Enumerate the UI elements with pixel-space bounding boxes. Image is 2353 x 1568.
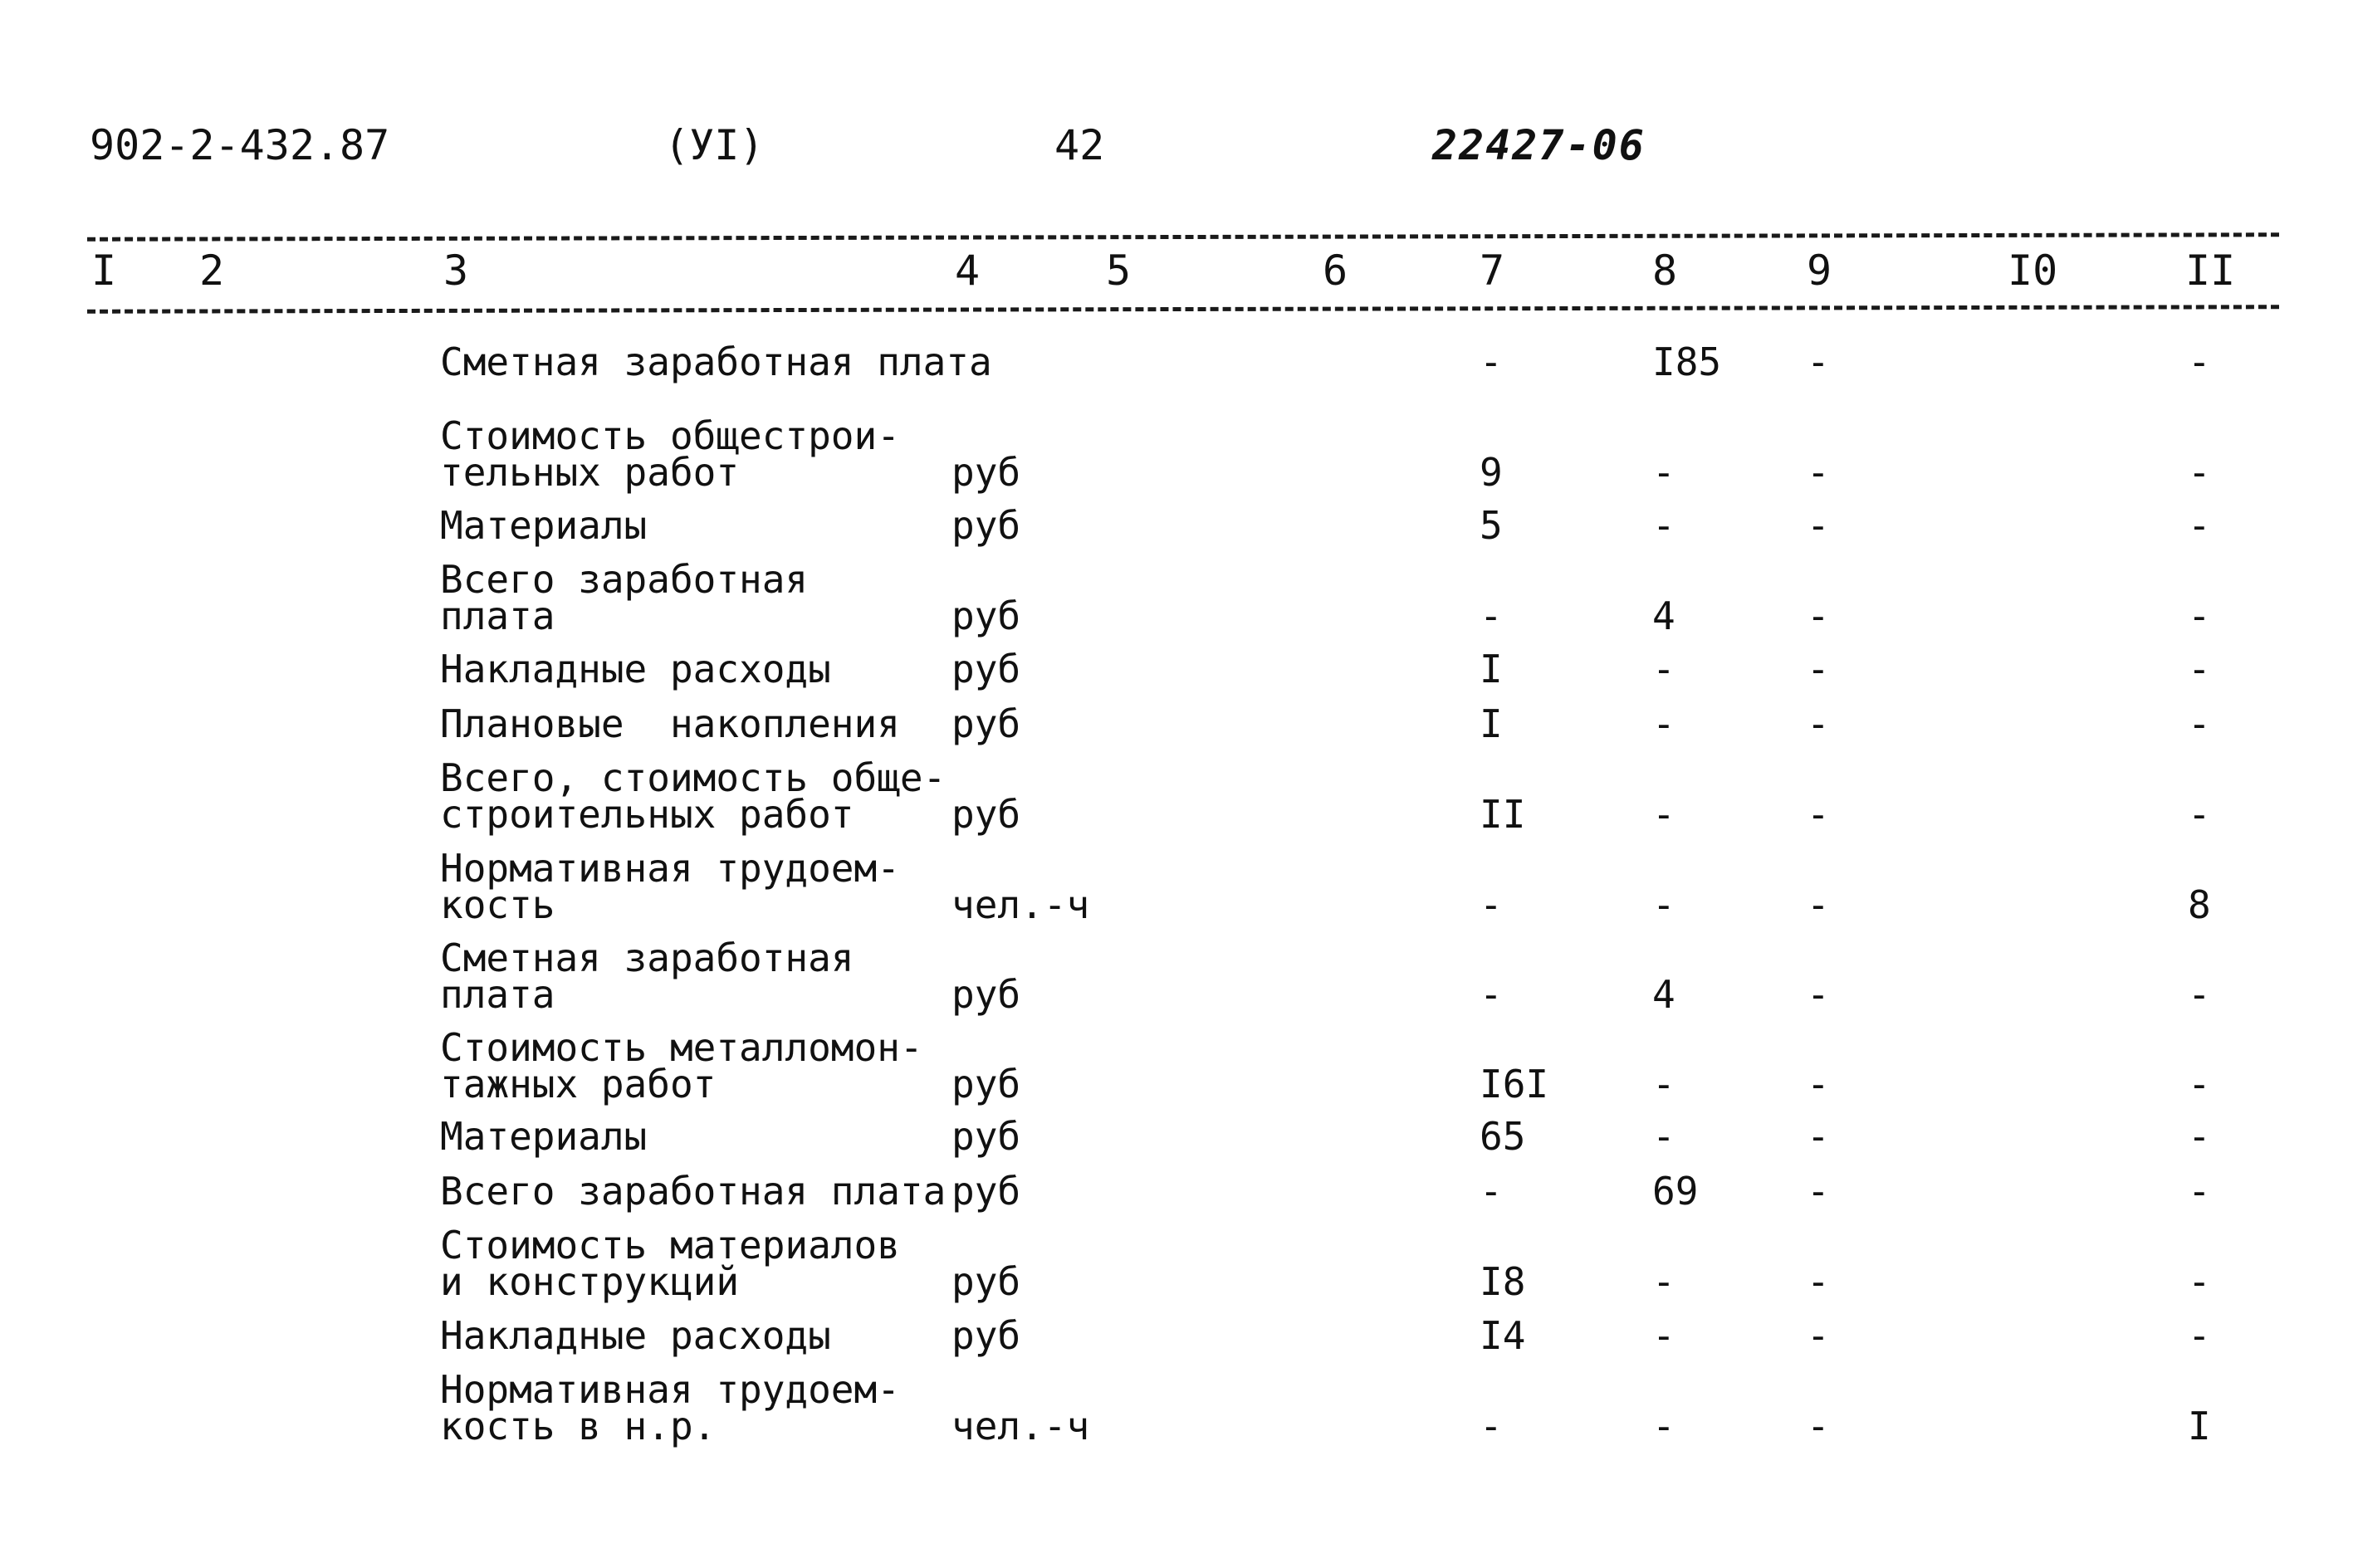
row-col-9: -	[1807, 1169, 1830, 1214]
row-col-8: 69	[1652, 1169, 1699, 1214]
row-col-7: 65	[1480, 1114, 1526, 1159]
row-col-9: -	[1807, 647, 1830, 691]
row-col-8: -	[1652, 1114, 1675, 1159]
row-col-9: -	[1807, 339, 1830, 384]
row-col-9: -	[1807, 593, 1830, 638]
row-col-9: -	[1807, 503, 1830, 548]
row-col-8: -	[1652, 1259, 1675, 1304]
row-col-11: 8	[2188, 882, 2211, 927]
row-col-8: -	[1652, 1313, 1675, 1358]
column-number-4: 4	[955, 247, 981, 295]
row-col-9: -	[1807, 882, 1830, 927]
row-unit: руб	[951, 1114, 1021, 1159]
row-col-11: -	[2188, 593, 2211, 638]
row-name: Всего, стоимость обще- строительных работ	[440, 755, 947, 837]
row-col-8: -	[1652, 882, 1675, 927]
row-name: Стоимость материалов и конструкций	[440, 1223, 900, 1304]
row-col-8: -	[1652, 647, 1675, 691]
row-unit: руб	[951, 1062, 1021, 1106]
row-unit: руб	[951, 792, 1021, 837]
row-unit: чел.-ч	[951, 1404, 1090, 1448]
row-col-8: -	[1652, 503, 1675, 548]
row-name: Нормативная трудоем- кость	[440, 846, 900, 927]
document-code: 902-2-432.87	[90, 121, 390, 169]
row-col-7: 5	[1480, 503, 1503, 548]
column-number-11: II	[2185, 247, 2236, 295]
row-name: Сметная заработная плата	[440, 339, 992, 384]
row-unit: руб	[951, 593, 1021, 638]
row-name: Стоимость общестрои- тельных работ	[440, 413, 900, 495]
row-col-11: -	[2188, 1062, 2211, 1106]
row-col-11: -	[2188, 972, 2211, 1017]
row-col-7: I	[1480, 647, 1503, 691]
row-unit: руб	[951, 647, 1021, 691]
row-col-8: -	[1652, 1404, 1675, 1448]
column-number-2: 2	[199, 247, 225, 295]
row-name: Стоимость металломон- тажных работ	[440, 1025, 923, 1106]
column-number-8: 8	[1652, 247, 1678, 295]
row-col-11: -	[2188, 339, 2211, 384]
row-col-8: 4	[1652, 972, 1675, 1017]
row-col-11: -	[2188, 450, 2211, 495]
row-col-9: -	[1807, 792, 1830, 837]
row-col-8: -	[1652, 701, 1675, 746]
row-col-9: -	[1807, 1313, 1830, 1358]
row-unit: руб	[951, 972, 1021, 1017]
row-col-11: -	[2188, 1313, 2211, 1358]
row-col-8: I85	[1652, 339, 1722, 384]
row-unit: руб	[951, 503, 1021, 548]
inventory-number: 22427-06	[1432, 121, 1646, 169]
row-col-7: -	[1480, 972, 1503, 1017]
row-col-9: -	[1807, 1114, 1830, 1159]
column-number-6: 6	[1323, 247, 1348, 295]
column-number-10: I0	[2008, 247, 2058, 295]
page-number: 42	[1054, 121, 1105, 169]
row-col-9: -	[1807, 1259, 1830, 1304]
row-name: Всего заработная плата	[440, 1169, 947, 1214]
row-name: Материалы	[440, 1114, 648, 1159]
row-col-9: -	[1807, 450, 1830, 495]
column-number-1: I	[91, 247, 117, 295]
column-number-9: 9	[1807, 247, 1832, 295]
volume-label: (УI)	[664, 121, 765, 169]
row-col-11: I	[2188, 1404, 2211, 1448]
row-name: Плановые накопления	[440, 701, 900, 746]
row-col-7: -	[1480, 593, 1503, 638]
row-col-7: I6I	[1480, 1062, 1549, 1106]
row-col-7: II	[1480, 792, 1526, 837]
row-col-11: -	[2188, 1259, 2211, 1304]
row-name: Накладные расходы	[440, 1313, 831, 1358]
row-col-8: 4	[1652, 593, 1675, 638]
row-col-9: -	[1807, 701, 1830, 746]
row-unit: руб	[951, 450, 1021, 495]
row-name: Накладные расходы	[440, 647, 831, 691]
row-col-8: -	[1652, 792, 1675, 837]
row-col-7: -	[1480, 339, 1503, 384]
row-col-7: I	[1480, 701, 1503, 746]
row-unit: руб	[951, 701, 1021, 746]
row-col-11: -	[2188, 1114, 2211, 1159]
row-col-11: -	[2188, 792, 2211, 837]
row-col-7: -	[1480, 882, 1503, 927]
row-unit: руб	[951, 1259, 1021, 1304]
row-col-9: -	[1807, 1062, 1830, 1106]
column-number-3: 3	[443, 247, 469, 295]
row-col-11: -	[2188, 503, 2211, 548]
row-col-11: -	[2188, 701, 2211, 746]
row-col-7: -	[1480, 1169, 1503, 1214]
row-col-9: -	[1807, 972, 1830, 1017]
row-col-8: -	[1652, 450, 1675, 495]
row-col-8: -	[1652, 1062, 1675, 1106]
row-col-7: -	[1480, 1404, 1503, 1448]
column-number-5: 5	[1106, 247, 1132, 295]
row-unit: руб	[951, 1169, 1021, 1214]
row-name: Материалы	[440, 503, 648, 548]
row-col-7: I4	[1480, 1313, 1526, 1358]
row-name: Нормативная трудоем- кость в н.р.	[440, 1367, 900, 1448]
row-col-11: -	[2188, 1169, 2211, 1214]
row-unit: руб	[951, 1313, 1021, 1358]
row-unit: чел.-ч	[951, 882, 1090, 927]
row-col-7: 9	[1480, 450, 1503, 495]
row-name: Сметная заработная плата	[440, 935, 854, 1017]
row-col-7: I8	[1480, 1259, 1526, 1304]
column-number-7: 7	[1480, 247, 1505, 295]
row-col-9: -	[1807, 1404, 1830, 1448]
row-col-11: -	[2188, 647, 2211, 691]
row-name: Всего заработная плата	[440, 557, 809, 638]
